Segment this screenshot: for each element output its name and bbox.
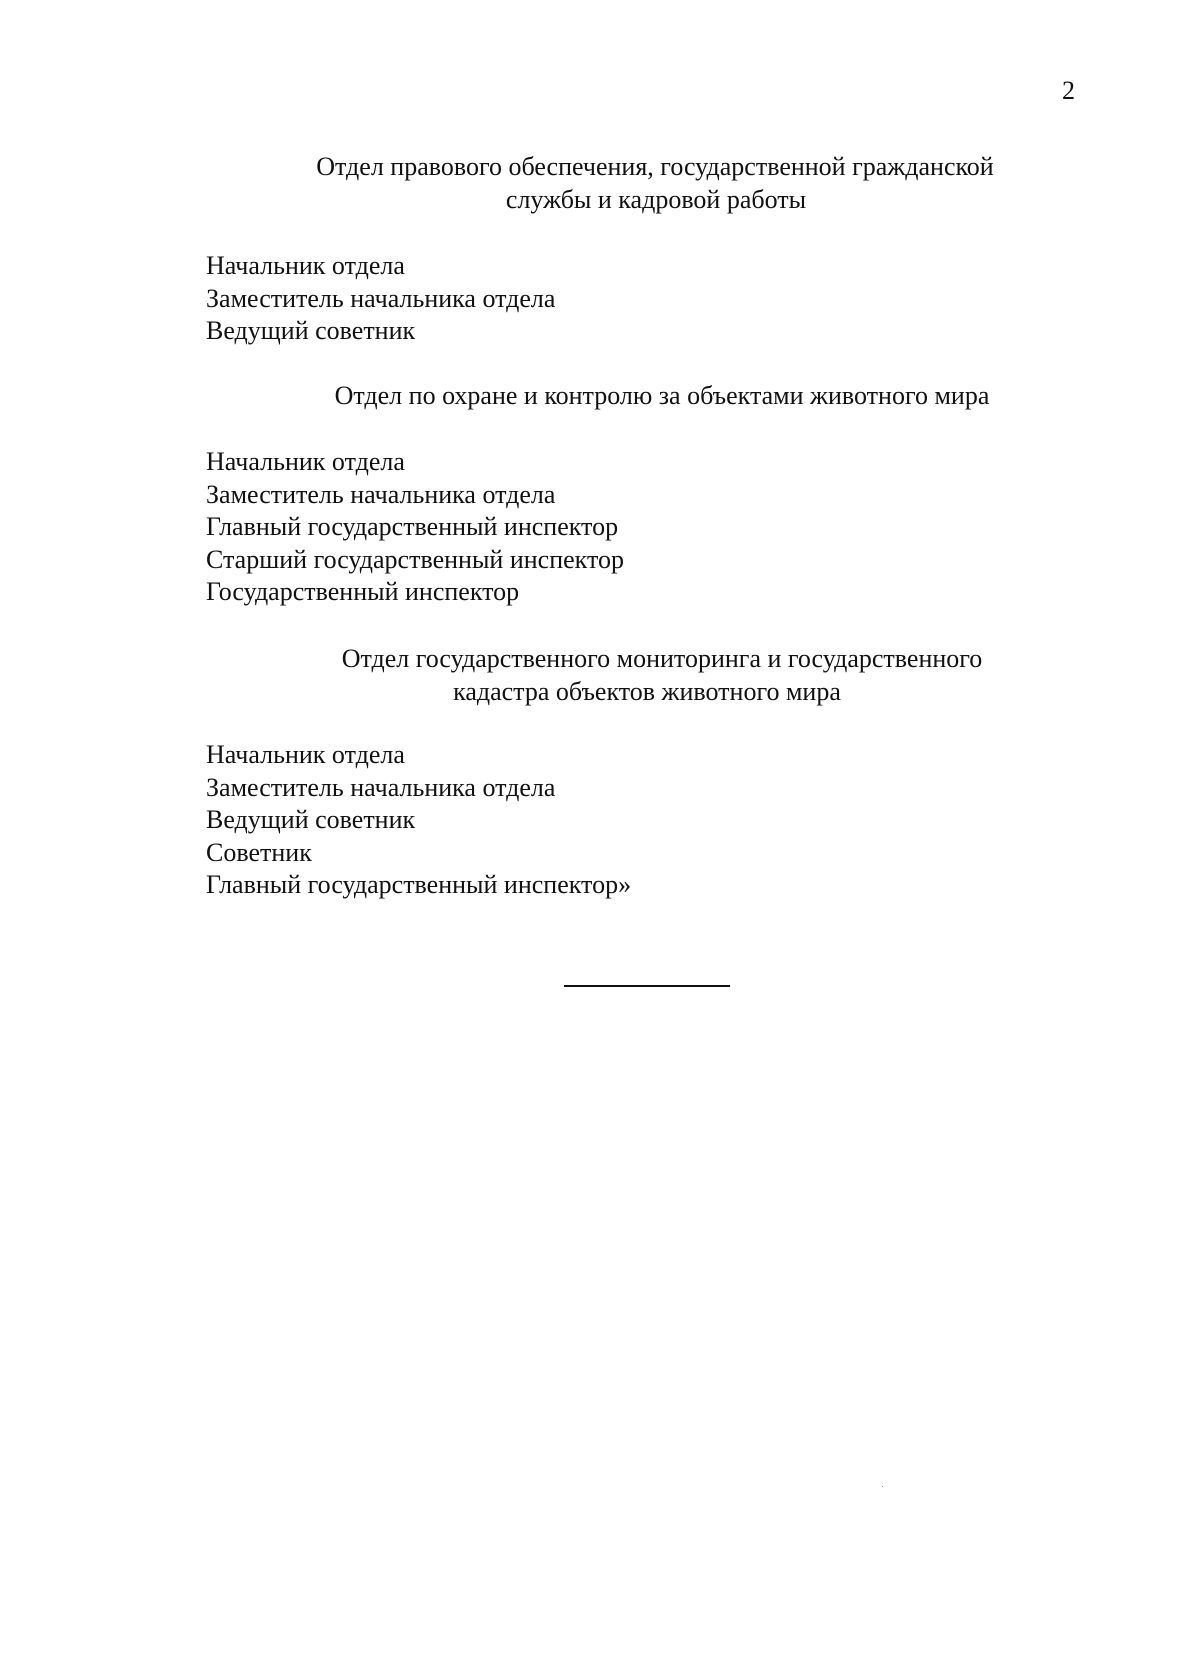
position-item: Начальник отдела — [206, 447, 405, 476]
page-number: 2 — [1062, 76, 1075, 105]
position-item: Ведущий советник — [206, 316, 416, 345]
position-item: Заместитель начальника отдела — [206, 772, 556, 802]
scan-artifact — [882, 1486, 883, 1487]
position-item: Главный государственный инспектор — [206, 512, 619, 541]
position-item: Начальник отдела — [206, 251, 405, 280]
position-item: Заместитель начальника отдела — [206, 283, 556, 313]
position-item: Заместитель начальника отдела — [206, 479, 556, 509]
position-item: Государственный инспектор — [206, 577, 520, 606]
positions-list — [206, 446, 624, 609]
position-item: Ведущий советник — [206, 805, 416, 834]
department-title-line: кадастра объектов животного мира — [453, 677, 841, 706]
position-item: Советник — [206, 837, 312, 867]
position-item: Начальник отдела — [206, 740, 405, 769]
department-title-line: Отдел государственного мониторинга и государственного — [341, 644, 983, 673]
positions-list — [206, 250, 555, 348]
department-title-line: Отдел правового обеспечения, государственной гражданской — [316, 152, 994, 181]
department-title — [0, 642, 1200, 708]
department-title — [0, 379, 1200, 412]
department-title — [0, 150, 1200, 216]
department-title-line: службы и кадровой работы — [505, 185, 807, 214]
position-item: Старший государственный инспектор — [206, 544, 624, 574]
department-title-line: Отдел по охране и контролю за объектами животного мира — [334, 381, 990, 410]
position-item: Главный государственный инспектор» — [206, 870, 632, 899]
end-of-document-rule — [564, 985, 730, 987]
positions-list — [206, 739, 631, 902]
